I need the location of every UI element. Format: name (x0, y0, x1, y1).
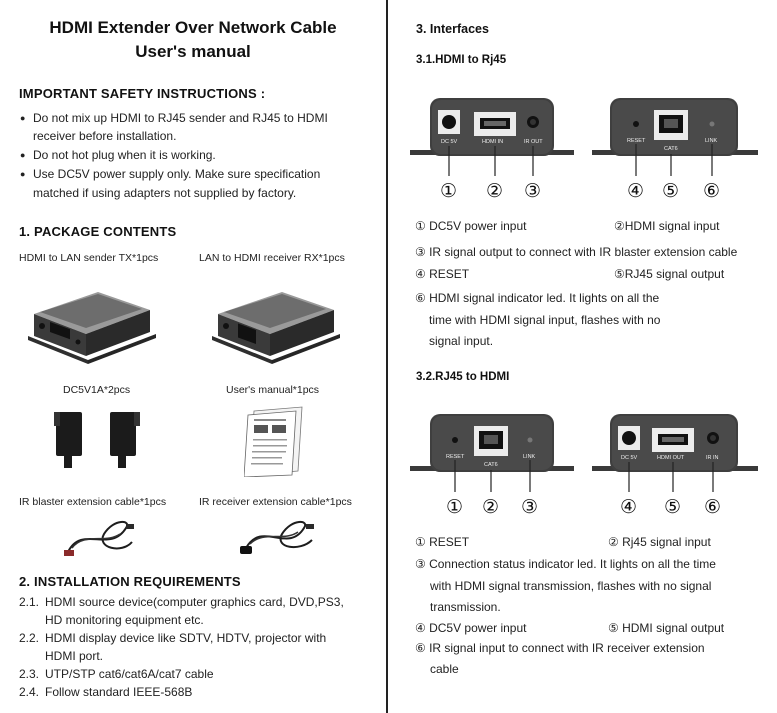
install-text: HD monitoring equipment etc. (45, 613, 204, 627)
install-text: HDMI port. (45, 649, 104, 663)
port-label-ir-out: IR OUT (524, 139, 543, 145)
sec2-legend-1: ① RESET (415, 535, 470, 549)
sec2-legend-4: ④ DC5V power input (415, 621, 527, 635)
install-list (19, 593, 379, 705)
marker-5: ⑤ (662, 181, 680, 202)
interfaces-heading: 3. Interfaces (416, 22, 489, 36)
sec2-legend-6: ⑥ IR signal input to connect with IR receiver extension (415, 641, 705, 655)
install-text: HDMI source device(computer graphics card, DVD,PS3, (45, 595, 344, 609)
sec1-legend-6-cont: signal input. (429, 334, 494, 348)
receiver-device-image (212, 276, 340, 366)
sec1-legend-2: ②HDMI signal input (614, 219, 720, 233)
sec2-legend-3-cont: with HDMI signal transmission, flashes with no signal (430, 579, 712, 593)
install-text: HDMI display device like SDTV, HDTV, projector with (45, 631, 327, 645)
marker-4: ④ (620, 497, 638, 518)
safety-item-cont: matched if using adapters not supplied by factory. (33, 186, 297, 200)
receiver-label: LAN to HDMI receiver RX*1pcs (199, 252, 345, 264)
sec2-legend-6-cont: cable (430, 662, 459, 676)
port-label-cat6: CAT6 (484, 462, 498, 468)
user-manual-image (244, 405, 304, 477)
marker-4: ④ (627, 181, 645, 202)
marker-2: ② (486, 181, 504, 202)
sec2-heading: 3.2.RJ45 to HDMI (416, 371, 510, 383)
manual-subtitle: User's manual (135, 42, 251, 61)
sender-interface-diagram (408, 94, 760, 204)
sec1-heading: 3.1.HDMI to Rj45 (416, 54, 507, 66)
sec1-legend-4: ④ RESET (415, 267, 470, 281)
port-label-dc: DC 5V (441, 139, 458, 145)
install-num: 2.3. (19, 667, 40, 681)
sec1-legend-6: ⑥ HDMI signal indicator led. It lights on all the (415, 291, 660, 305)
marker-5: ⑤ (664, 497, 682, 518)
install-num: 2.4. (19, 685, 40, 699)
port-label-dc: DC 5V (621, 455, 638, 461)
power-adapter-image (54, 408, 142, 470)
marker-6: ⑥ (704, 497, 722, 518)
ir-blaster-cable-image (62, 514, 138, 560)
install-text: Follow standard IEEE-568B (45, 685, 193, 699)
marker-2: ② (482, 497, 500, 518)
marker-3: ③ (524, 181, 542, 202)
marker-1: ① (440, 181, 458, 202)
sender-label: HDMI to LAN sender TX*1pcs (19, 252, 159, 264)
ir-blaster-label: IR blaster extension cable*1pcs (19, 496, 167, 508)
port-label-hdmi-out: HDMI OUT (657, 455, 685, 461)
install-num: 2.1. (19, 595, 40, 609)
receiver-interface-diagram (408, 410, 760, 520)
port-label-ir-in: IR IN (706, 455, 719, 461)
package-heading: 1. PACKAGE CONTENTS (19, 224, 177, 239)
manual-label: User's manual*1pcs (226, 384, 320, 396)
safety-item: ● Use DC5V power supply only. Make sure specification (33, 165, 320, 184)
safety-item: ● Do not hot plug when it is working. (33, 146, 216, 165)
port-label-link: LINK (523, 454, 536, 460)
sec1-legend-6-cont: time with HDMI signal input, flashes with no (429, 313, 661, 327)
safety-heading: IMPORTANT SAFETY INSTRUCTIONS : (19, 86, 266, 101)
port-label-cat6: CAT6 (664, 146, 678, 152)
marker-3: ③ (521, 497, 539, 518)
safety-item: ● Do not mix up HDMI to RJ45 sender and RJ45 to HDMI (33, 109, 328, 128)
column-divider (386, 0, 388, 713)
marker-6: ⑥ (703, 181, 721, 202)
port-label-reset: RESET (446, 454, 465, 460)
sec2-legend-3-cont: transmission. (430, 600, 501, 614)
safety-item-cont: receiver before installation. (33, 129, 177, 143)
sec2-legend-3: ③ Connection status indicator led. It lights on all the time (415, 557, 716, 571)
sender-device-image (28, 276, 156, 366)
manual-title: HDMI Extender Over Network Cable (49, 18, 337, 37)
ir-receiver-label: IR receiver extension cable*1pcs (199, 496, 352, 508)
power-label: DC5V1A*2pcs (63, 384, 131, 396)
sec1-legend-1: ① DC5V power input (415, 219, 527, 233)
sec1-legend-3: ③ IR signal output to connect with IR blaster extension cable (415, 245, 738, 259)
sec2-legend-5: ⑤ HDMI signal output (608, 621, 725, 635)
install-heading: 2. INSTALLATION REQUIREMENTS (19, 574, 241, 589)
port-label-reset: RESET (627, 138, 646, 144)
sec1-legend-5: ⑤RJ45 signal output (614, 267, 725, 281)
install-text: UTP/STP cat6/cat6A/cat7 cable (45, 667, 214, 681)
marker-1: ① (446, 497, 464, 518)
port-label-hdmi-in: HDMI IN (482, 139, 504, 145)
ir-receiver-cable-image (238, 512, 318, 560)
install-num: 2.2. (19, 631, 40, 645)
sec2-legend-2: ② Rj45 signal input (608, 535, 711, 549)
port-label-link: LINK (705, 138, 718, 144)
